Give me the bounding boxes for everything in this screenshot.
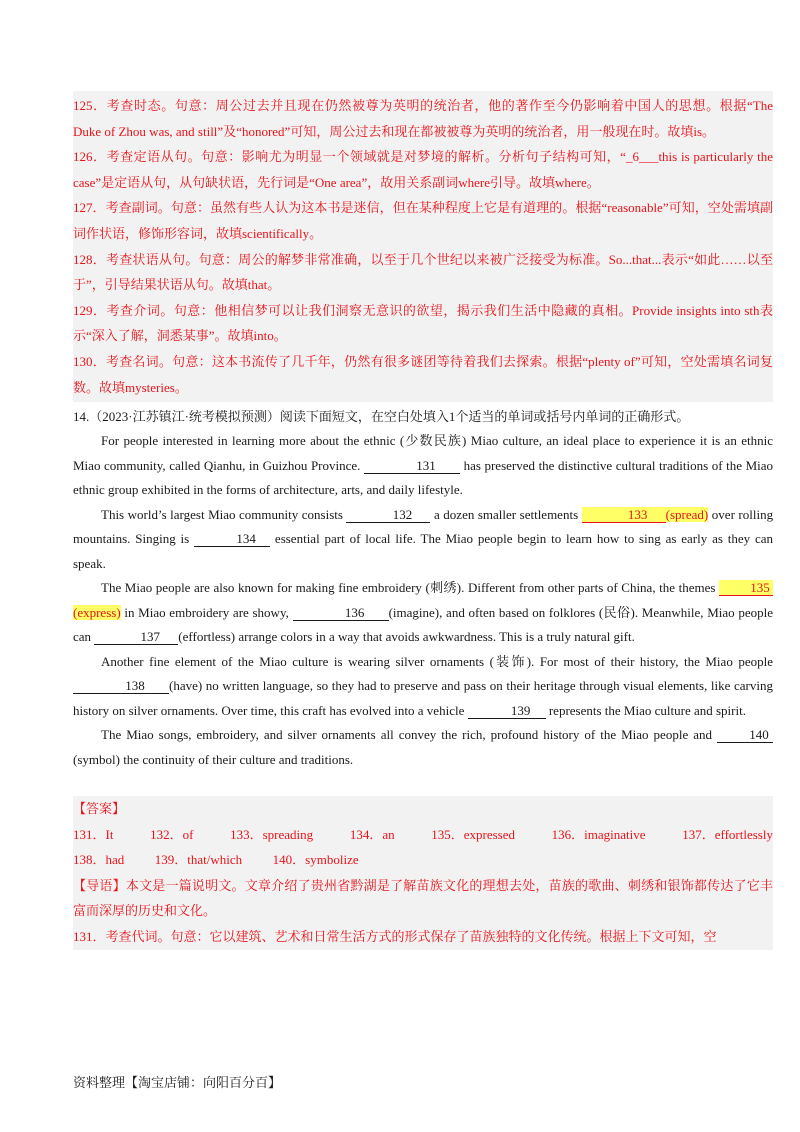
answer-section bbox=[73, 796, 773, 949]
answer-133: 133．spreading bbox=[230, 826, 314, 842]
blank-138[interactable]: 138 bbox=[73, 678, 169, 694]
answer-131: 131．It bbox=[73, 826, 114, 842]
explanation-130: 130．考查名词。句意：这本书流传了几千年，仍然有很多谜团等待着我们去探索。根据“plenty of”可知，空处需填名词复数。故填mysteries。 bbox=[73, 353, 773, 395]
answer-139: 139．that/which bbox=[154, 852, 243, 868]
blank-132[interactable]: 132 bbox=[346, 507, 430, 523]
answer-row-2 bbox=[73, 847, 773, 873]
blank-137[interactable]: 137 bbox=[94, 629, 178, 645]
answer-137: 137．effortlessly bbox=[682, 826, 773, 842]
blank-135-highlight[interactable]: 135(express) bbox=[73, 580, 773, 620]
passage-paragraph-4: Another fine element of the Miao culture is wearing silver ornaments (装饰). For most of their history, the Miao people 138 (have) no written language, so they had to preserve and pass on their heritage through visual elements, like carving history on silver ornaments. Over time, this craft has evolved into a vehicle 139 represents the Miao culture and spirit. bbox=[73, 653, 773, 718]
explanations-top bbox=[73, 91, 773, 402]
blank-133[interactable]: 133 bbox=[582, 507, 666, 523]
explanation-131: 131．考查代词。句意：它以建筑、艺术和日常生活方式的形式保存了苗族独特的文化传统。根据上下文可知，空 bbox=[73, 929, 717, 944]
answer-135: 135．expressed bbox=[431, 826, 516, 842]
answer-132: 132．of bbox=[150, 826, 194, 842]
passage-paragraph-5: The Miao songs, embroidery, and silver ornaments all convey the rich, profound history of the Miao people and 140(symbol) the continuity of their culture and traditions. bbox=[73, 723, 773, 772]
explanation-129: 129．考查介词。句意：他相信梦可以让我们洞察无意识的欲望，揭示我们生活中隐藏的真相。Provide insights into sth表示“深入了解，洞悉某事”。故填into。 bbox=[73, 302, 773, 344]
guide-label: 【导语】 bbox=[73, 877, 126, 893]
explanation-127: 127．考查副词。句意：虽然有些人认为这本书是迷信，但在某种程度上它是有道理的。根据“reasonable”可知，空处需填副词作状语，修饰形容词，故填scientifically。 bbox=[73, 200, 773, 241]
answer-136: 136．imaginative bbox=[551, 826, 646, 842]
explanation-128: 128．考查状语从句。句意：周公的解梦非常准确，以至于几个世纪以来被广泛接受为标准。So...that...表示“如此……以至于”，引导结果状语从句。故填that。 bbox=[73, 251, 773, 293]
answer-row-1 bbox=[73, 822, 773, 848]
answer-140: 140．symbolize bbox=[272, 852, 359, 868]
explanation-126: 126．考查定语从句。句意：影响尤为明显一个领域就是对梦境的解析。分析句子结构可知，“_6___this is particularly the case”是定语从句，从句缺状语，先行词是“One area”，故用关系副词where引导。故填where。 bbox=[73, 149, 773, 190]
passage-paragraph-2: This world’s largest Miao community consists 132 a dozen smaller settlements 133 (spread) over rolling mountains. Singing is 134 essential part of local life. The Miao people begin to learn how to sing as early as they can speak. bbox=[73, 506, 774, 571]
answer-138: 138．had bbox=[73, 852, 125, 868]
passage-paragraph-3: The Miao people are also known for making fine embroidery (刺绣). Different from other parts of China, the themes 135(express) in Miao embroidery are showy, 136 (imagine), and often based on folklores (民俗). Meanwhile, Miao people can 137 (effortless) arrange colors in a way that avoids awkwardness. This is a truly natural gift. bbox=[73, 580, 774, 645]
blank-140[interactable]: 140 bbox=[717, 727, 773, 743]
answer-134: 134．an bbox=[349, 826, 395, 842]
question-header: 14.（2023·江苏镇江·统考模拟预测）阅读下面短文，在空白处填入1个适当的单词或括号内单词的正确形式。 bbox=[73, 409, 690, 425]
document-page bbox=[73, 91, 773, 950]
blank-136[interactable]: 136 bbox=[293, 605, 389, 621]
explanation-125: 125．考查时态。句意：周公过去并且现在仍然被尊为英明的统治者，他的著作至今仍影响着中国人的思想。根据“The Duke of Zhou was, and still”及“honored”可知，周公过去和现在都被被尊为英明的统治者，用一般现在时。故填is。 bbox=[73, 98, 773, 139]
answer-label: 【答案】 bbox=[73, 801, 126, 817]
blank-139[interactable]: 139 bbox=[468, 703, 546, 719]
guide-paragraph: 【导语】本文是一篇说明文。文章介绍了贵州省黔湖是了解苗族文化的理想去处，苗族的歌曲、刺绣和银饰都传达了它丰富而深厚的历史和文化。 bbox=[73, 877, 773, 919]
page-footer: 资料整理【淘宝店铺：向阳百分百】 bbox=[73, 1075, 282, 1090]
passage-paragraph-1: For people interested in learning more about the ethnic (少数民族) Miao culture, an ideal place to experience it is an ethnic Miao community, called Qianhu, in Guizhou Province. 131 has preserved the distinctive cultural traditions of the Miao ethnic group exhibited in the forms of architecture, arts, and daily lifestyle. bbox=[73, 433, 774, 498]
blank-134[interactable]: 134 bbox=[194, 531, 270, 547]
blank-135[interactable]: 135 bbox=[719, 580, 773, 596]
blank-131[interactable]: 131 bbox=[364, 458, 460, 474]
blank-133-highlight[interactable]: 133 (spread) bbox=[582, 507, 709, 522]
